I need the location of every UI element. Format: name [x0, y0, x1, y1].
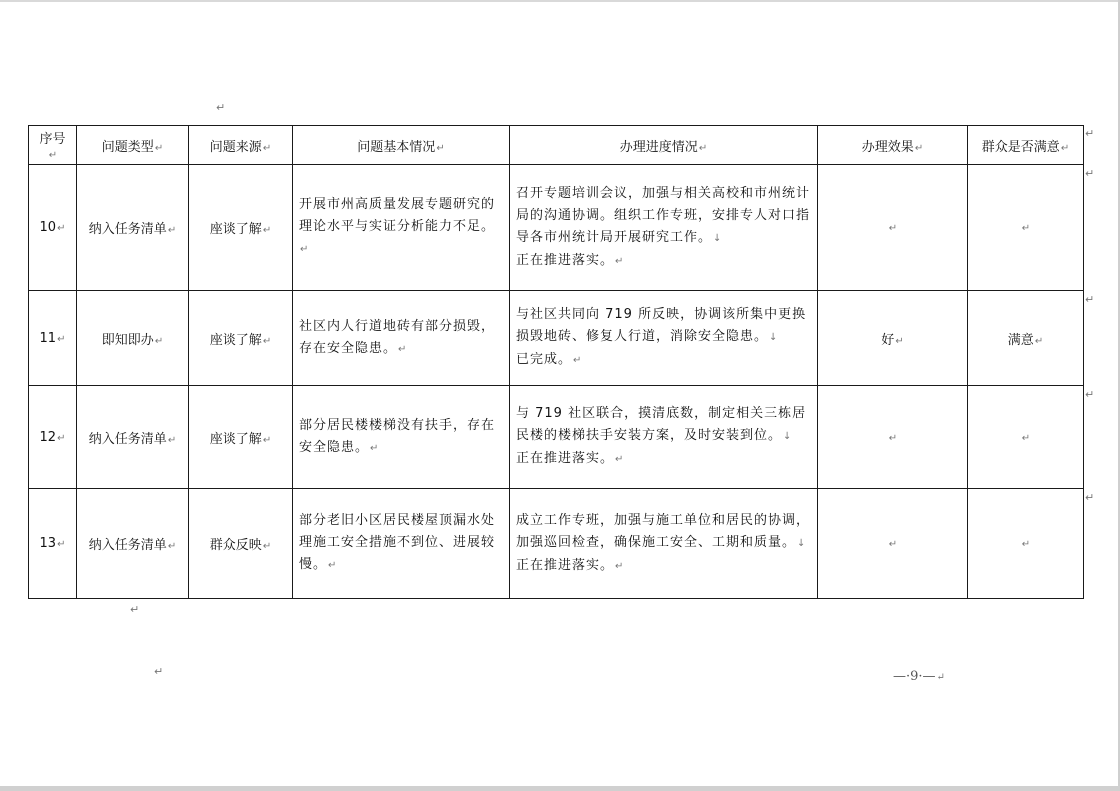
cell-no: 12↵: [29, 386, 77, 489]
cell-effect: 好↵: [818, 291, 968, 386]
cell-no: 13↵: [29, 489, 77, 599]
table-row: [29, 489, 1084, 599]
cell-satisfied: ↵: [968, 489, 1084, 599]
cell-type: 纳入任务清单↵: [77, 489, 189, 599]
header-progress: 办理进度情况↵: [510, 126, 818, 165]
header-effect: 办理效果↵: [818, 126, 968, 165]
header-situation: 问题基本情况↵: [293, 126, 510, 165]
page-top-edge: [0, 0, 1120, 2]
table-row: [29, 291, 1084, 386]
cell-type: 即知即办↵: [77, 291, 189, 386]
header-satisfied: 群众是否满意↵: [968, 126, 1084, 165]
cell-satisfied: ↵: [968, 165, 1084, 291]
row-end-mark: ↵: [1085, 127, 1095, 140]
page-bottom-edge: [0, 786, 1120, 791]
cell-progress: 与 719 社区联合，摸清底数，制定相关三栋居民楼的楼梯扶手安装方案，及时安装到位。↓ 正在推进落实。↵: [510, 386, 818, 489]
cell-situation: 部分居民楼楼梯没有扶手，存在安全隐患。↵: [293, 386, 510, 489]
cell-effect: ↵: [818, 386, 968, 489]
cell-progress: 召开专题培训会议，加强与相关高校和市州统计局的沟通协调。组织工作专班，安排专人对口指导各市州统计局开展研究工作。↓ 正在推进落实。↵: [510, 165, 818, 291]
paragraph-mark: ↵: [154, 665, 164, 678]
header-no: 序号↵: [29, 126, 77, 165]
cell-source: 座谈了解↵: [189, 291, 293, 386]
cell-no: 10↵: [29, 165, 77, 291]
cell-source: 座谈了解↵: [189, 165, 293, 291]
cell-situation: 开展市州高质量发展专题研究的理论水平与实证分析能力不足。↵: [293, 165, 510, 291]
table-row: [29, 165, 1084, 291]
row-end-mark: ↵: [1085, 293, 1095, 306]
table-row: [29, 386, 1084, 489]
header-type: 问题类型↵: [77, 126, 189, 165]
cell-type: 纳入任务清单↵: [77, 165, 189, 291]
header-source: 问题来源↵: [189, 126, 293, 165]
paragraph-mark: ↵: [130, 603, 140, 616]
table-header-row: [29, 126, 1084, 165]
cell-effect: ↵: [818, 489, 968, 599]
page-number: —·9·—↵: [893, 669, 945, 684]
cell-type: 纳入任务清单↵: [77, 386, 189, 489]
cell-progress: 成立工作专班，加强与施工单位和居民的协调，加强巡回检查，确保施工安全、工期和质量。↓ 正在推进落实。↵: [510, 489, 818, 599]
cell-progress: 与社区共同向 719 所反映，协调该所集中更换损毁地砖、修复人行道，消除安全隐患。↓ 已完成。↵: [510, 291, 818, 386]
row-end-mark: ↵: [1085, 167, 1095, 180]
row-end-mark: ↵: [1085, 388, 1095, 401]
cell-satisfied: 满意↵: [968, 291, 1084, 386]
cell-effect: ↵: [818, 165, 968, 291]
paragraph-mark: ↵: [216, 101, 226, 114]
cell-situation: 部分老旧小区居民楼屋顶漏水处理施工安全措施不到位、进展较慢。↵: [293, 489, 510, 599]
cell-no: 11↵: [29, 291, 77, 386]
cell-situation: 社区内人行道地砖有部分损毁，存在安全隐患。↵: [293, 291, 510, 386]
cell-source: 群众反映↵: [189, 489, 293, 599]
row-end-mark: ↵: [1085, 491, 1095, 504]
cell-satisfied: ↵: [968, 386, 1084, 489]
issue-table: [28, 125, 1084, 599]
cell-source: 座谈了解↵: [189, 386, 293, 489]
